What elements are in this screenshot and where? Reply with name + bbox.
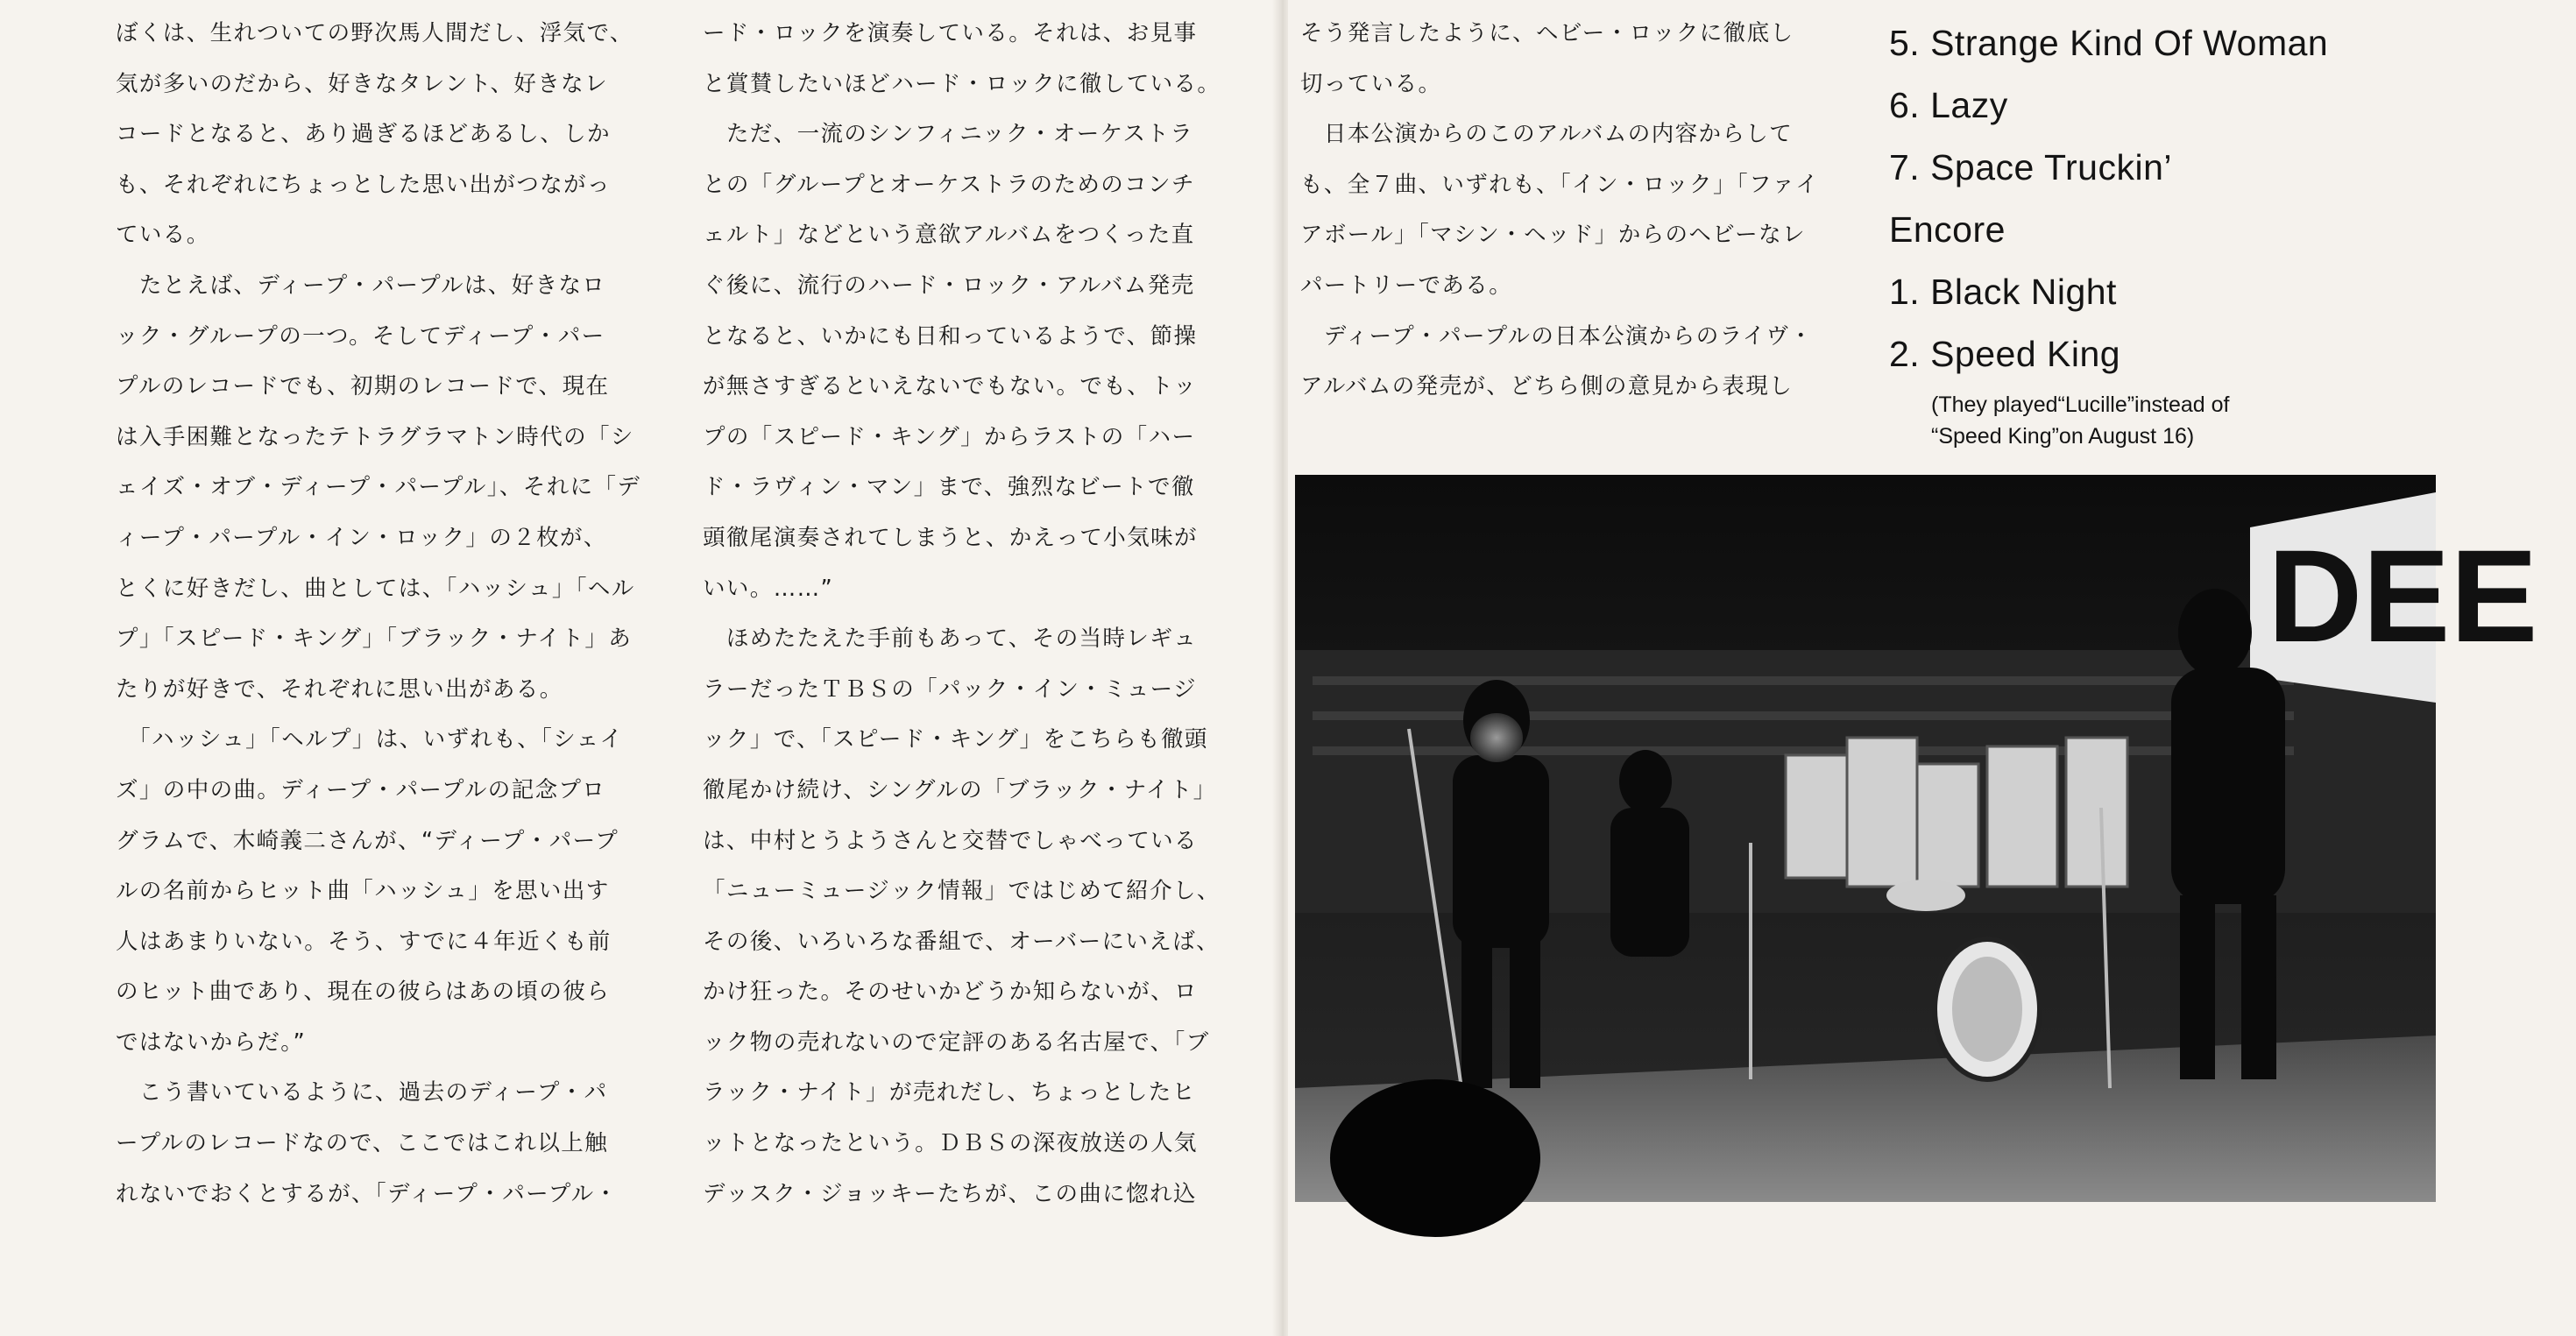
text-line: ぼくは、生れついての野次馬人間だし、浮気で、 <box>116 20 633 46</box>
text-line: ている。 <box>116 222 210 249</box>
text-line: プの「スピード・キング」からラストの「ハー <box>703 423 1196 450</box>
track-note-line: “Speed King”on August 16) <box>1931 424 2195 449</box>
text-line: こう書いているように、過去のディープ・パ <box>116 1079 608 1106</box>
text-column-2 <box>703 9 1246 1219</box>
banner-text: DEE <box>2268 522 2538 669</box>
text-line: コードとなると、あり過ぎるほどあるし、しか <box>116 121 611 148</box>
track-item: 5. Strange Kind Of Woman <box>1889 23 2329 63</box>
text-line: となると、いかにも日和っているようで、節操 <box>703 322 1198 350</box>
text-line: 切っている。 <box>1300 70 1442 97</box>
text-line: 気が多いのだから、好きなタレント、好きなレ <box>116 70 608 97</box>
text-line: パートリーである。 <box>1300 272 1513 299</box>
text-line: 「ハッシュ」「ヘルプ」は、いずれも、「シェイ <box>116 726 624 753</box>
text-line: たとえば、ディープ・パープルは、好きなロ <box>116 272 606 299</box>
text-line: その後、いろいろな番組で、オーバーにいえば、 <box>703 928 1221 955</box>
track-item: 1. Black Night <box>1889 272 2117 312</box>
text-line: も、それぞれにちょっとした思い出がつながっ <box>116 171 611 198</box>
text-line: プルのレコードでも、初期のレコードで、現在 <box>116 373 610 400</box>
text-line: も、全７曲、いずれも、「イン・ロック」「ファイ <box>1300 171 1820 198</box>
text-line: ットとなったという。ＤＢＳの深夜放送の人気 <box>703 1130 1198 1157</box>
text-line: アボール」「マシン・ヘッド」からのヘビーなレ <box>1300 222 1806 249</box>
text-line: ぐ後に、流行のハード・ロック・アルバム発売 <box>703 272 1195 299</box>
text-line: 徹尾かけ続け、シングルの「ブラック・ナイト」 <box>703 776 1217 803</box>
text-line: ラーだったＴＢＳの「パック・イン・ミュージ <box>703 675 1197 703</box>
track-item: 2. Speed King <box>1889 334 2121 374</box>
text-line: そう発言したように、ヘビー・ロックに徹底し <box>1300 20 1794 46</box>
text-line: ド・ラヴィン・マン」まで、強烈なビートで徹 <box>703 474 1195 501</box>
text-line: ズ」の中の曲。ディープ・パープルの記念プロ <box>116 776 606 803</box>
text-line: ック・グループの一つ。そしてディープ・パー <box>116 322 605 350</box>
text-line: 日本公演からのこのアルバムの内容からして <box>1300 121 1794 148</box>
text-line: 人はあまりいない。そう、すでに４年近くも前 <box>116 928 612 955</box>
text-line: とくに好きだし、曲としては、「ハッシュ」「ヘル <box>116 575 635 602</box>
track-item: 7. Space Truckin’ <box>1889 147 2172 187</box>
text-line: ラック・ナイト」が売れだし、ちょっとしたヒ <box>703 1079 1196 1106</box>
text-line: ただ、一流のシンフィニック・オーケストラ <box>703 121 1194 148</box>
text-line: ード・ロックを演奏している。それは、お見事 <box>703 20 1198 46</box>
text-line: ほめたたえた手前もあって、その当時レギュ <box>703 626 1198 653</box>
text-line: かけ狂った。そのせいかどうか知らないが、ロ <box>703 979 1198 1006</box>
text-line: と賞賛したいほどハード・ロックに徹している。 <box>703 70 1221 97</box>
text-line: グラムで、木崎義二さんが、“ディープ・パープ <box>116 827 619 854</box>
text-line: プ」「スピード・キング」「ブラック・ナイト」あ <box>116 626 633 653</box>
text-line: デッスク・ジョッキーたちが、この曲に惚れ込 <box>703 1180 1197 1207</box>
text-line: ルの名前からヒット曲「ハッシュ」を思い出す <box>116 878 610 905</box>
encore-heading: Encore <box>1889 209 2006 250</box>
track-note <box>1931 389 2544 452</box>
text-line: ディープ・パープルの日本公演からのライヴ・ <box>1300 322 1814 350</box>
text-line: ではないからだ。” <box>116 1029 307 1056</box>
text-line: 頭徹尾演奏されてしまうと、かえって小気味が <box>703 524 1198 551</box>
text-line: が無さすぎるといえないでもない。でも、トッ <box>703 373 1198 400</box>
track-item: 6. Lazy <box>1889 85 2008 125</box>
text-line: ィープ・パープル・イン・ロック」の２枚が、 <box>116 524 607 551</box>
tracklist <box>1889 12 2555 385</box>
text-column-1 <box>116 9 659 1219</box>
text-line: たりが好きで、それぞれに思い出がある。 <box>116 675 563 703</box>
text-line: との「グループとオーケストラのためのコンチ <box>703 171 1195 198</box>
text-line: れないでおくとするが、「ディープ・パープル・ <box>116 1180 619 1207</box>
text-line: ック」で、「スピード・キング」をこちらも徹頭 <box>703 726 1208 753</box>
text-line: は、中村とうようさんと交替でしゃべっている <box>703 827 1198 854</box>
text-column-3 <box>1300 9 1852 413</box>
text-line: は入手困難となったテトラグラマトン時代の「シ <box>116 423 634 450</box>
text-line: 「ニューミュージック情報」ではじめて紹介し、 <box>703 878 1221 905</box>
text-line: いい。……” <box>703 575 834 602</box>
text-line: ック物の売れないので定評のある名古屋で、「ブ <box>703 1029 1210 1056</box>
text-line: のヒット曲であり、現在の彼らはあの頃の彼ら <box>116 979 611 1006</box>
text-line: アルバムの発売が、どちら側の意見から表現し <box>1300 373 1794 400</box>
track-note-line: (They played“Lucille”instead of <box>1931 392 2230 417</box>
text-line: ェルト」などという意欲アルバムをつくった直 <box>703 222 1195 249</box>
text-line: ェイズ・オブ・ディープ・パープル」、それに「デ <box>116 474 641 501</box>
concert-photo <box>1295 475 2538 1202</box>
text-line: ープルのレコードなので、ここではこれ以上触 <box>116 1130 609 1157</box>
left-page <box>0 0 1277 1336</box>
